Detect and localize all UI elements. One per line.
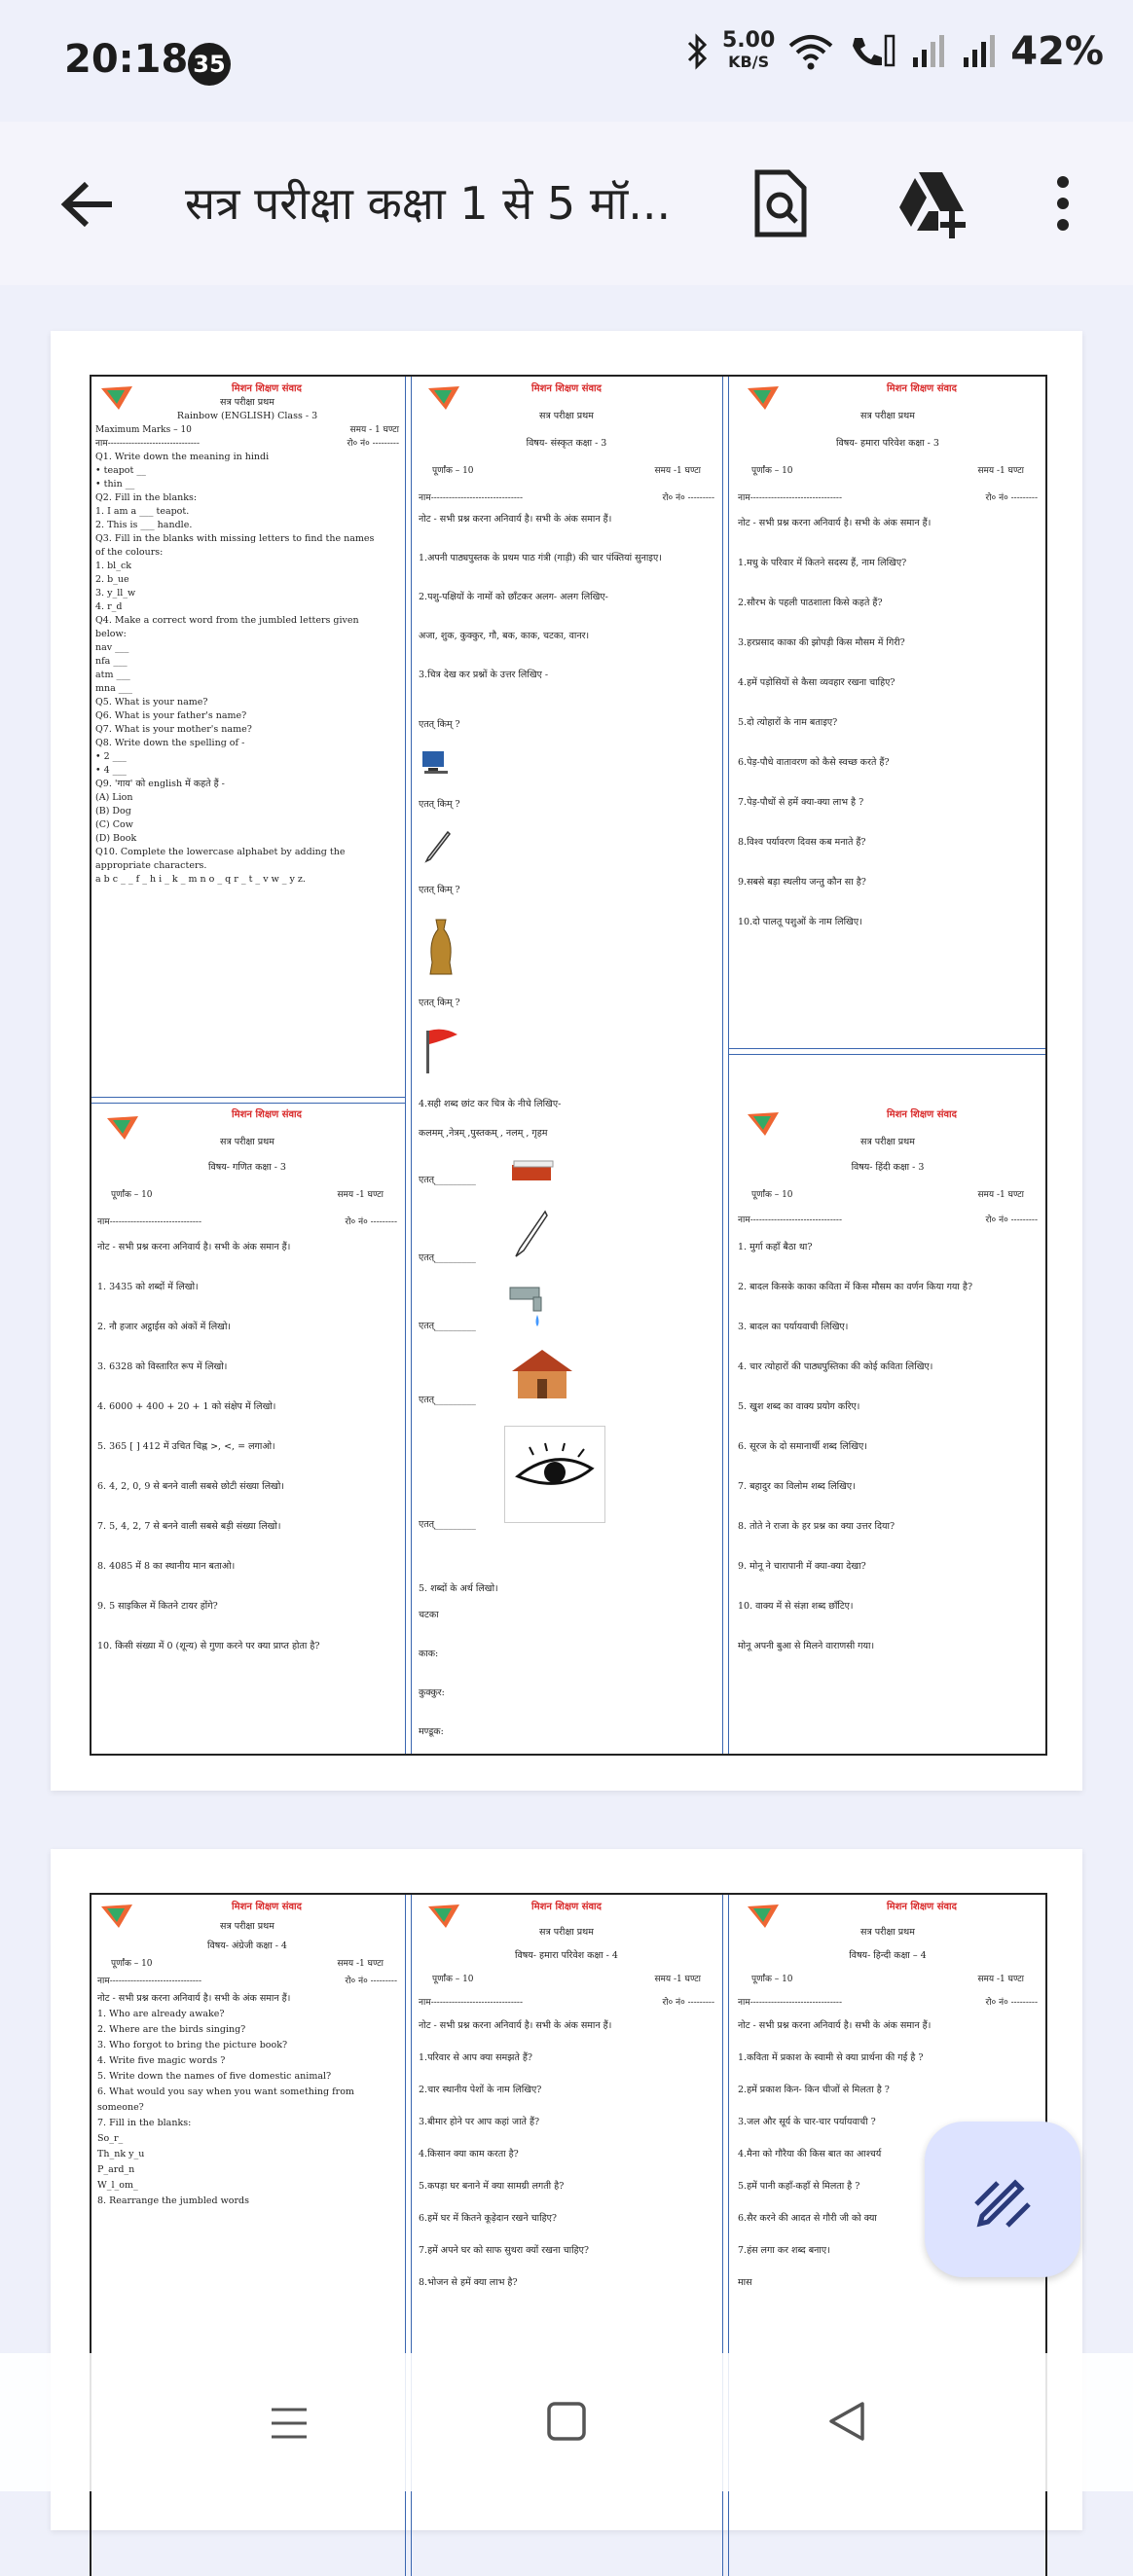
question-line: Th_nk y_u [97, 2149, 145, 2159]
signal-1-icon [909, 32, 948, 71]
max-marks: Maximum Marks – 10 [95, 425, 192, 435]
mission-logo-icon [426, 384, 461, 412]
question-line: काक: [419, 1649, 439, 1659]
question-line: 4.हमें पड़ोसियों से कैसा व्यवहार रखना चाहिए? [738, 677, 895, 688]
question-line: 5.हमें पानी कहाँ-कहाँ से मिलता है ? [738, 2181, 860, 2192]
name-field: नाम------------------------------- [97, 1977, 201, 1986]
question-line: 4. Write five magic words ? [97, 2055, 226, 2066]
mission-logo-icon [105, 1114, 140, 1142]
subject-title: विषय- संस्कृत कक्षा - 3 [526, 438, 607, 449]
question-line: Q4. Make a correct word from the jumbled letters given [95, 615, 359, 626]
exam-time: समय -1 घण्टा [337, 1190, 384, 1200]
question-line: 6. सूरज के दो समानार्थी शब्द लिखिए। [738, 1441, 867, 1452]
question-line: 1.परिवार से आप क्या समझते हैं? [419, 2052, 532, 2063]
question-list [91, 1988, 403, 2208]
exam-name: सत्र परीक्षा प्रथम [220, 1921, 274, 1932]
question-line: 1. 3435 को शब्दों में लिखो। [97, 1282, 199, 1292]
question-line: 10. वाक्य में से संज्ञा शब्द छाँटिए। [738, 1601, 854, 1612]
question-4-words: कलमम् ,नेत्रम् ,पुस्तकम् , नलम् , गृहम [419, 1128, 548, 1139]
question-4: 4.सही शब्द छांट कर चित्र के नीचे लिखिए- [419, 1099, 562, 1109]
question-line: 3. 6328 को विस्तारित रूप में लिखो। [97, 1361, 228, 1372]
roll-field: रो० नं० --------- [662, 1998, 714, 2008]
question-line: 5.कपड़ा घर बनाने में क्या सामग्री लगती है? [419, 2181, 565, 2192]
question-line: 2. बादल किसके काका कविता में किस मौसम का वर्णन किया गया है? [738, 1282, 973, 1292]
question-line: 6.पेड़-पौधे वातावरण को कैसे स्वच्छ करते हैं? [738, 757, 890, 768]
question-line: Q5. What is your name? [95, 697, 208, 707]
question-line: नोट - सभी प्रश्न करना अनिवार्य है। सभी के अंक समान हैं। [738, 2020, 932, 2031]
question-line: 4.मैना को गौरैया की किस बात का आश्चर्य [738, 2149, 882, 2159]
name-field: नाम------------------------------- [95, 439, 200, 449]
name-field: नाम------------------------------- [738, 1998, 842, 2008]
full-marks: पूर्णांक – 10 [751, 1190, 793, 1200]
book-picture-icon [510, 1159, 555, 1184]
exam-time: समय -1 घण्टा [977, 466, 1024, 476]
question-line: P_ard_n [97, 2164, 135, 2175]
brand-name: मिशन शिक्षण संवाद [232, 1109, 302, 1120]
question-line: मास [738, 2277, 752, 2288]
question-line: 4. 6000 + 400 + 20 + 1 को संक्षेप में लिखो। [97, 1401, 276, 1412]
question-line: 1.मधु के परिवार में कितने सदस्य हैं, नाम लिखिए? [738, 558, 907, 568]
nav-menu-icon[interactable] [268, 2402, 311, 2445]
question-line: नोट - सभी प्रश्न करना अनिवार्य है। सभी के अंक समान हैं। [419, 2020, 612, 2031]
question-line: 2. b_ue [95, 574, 129, 585]
mission-logo-icon [746, 1903, 781, 1930]
notification-count-badge: 35 [188, 43, 231, 86]
question-line: • thin __ [95, 479, 135, 490]
name-field: नाम------------------------------- [738, 493, 842, 503]
exam-time: समय -1 घण्टा [977, 1975, 1024, 1984]
question-line: 10.दो पालतू पशुओं के नाम लिखिए। [738, 917, 862, 927]
question-line: 3.चित्र देख कर प्रश्नों के उत्तर लिखिए - [419, 670, 549, 680]
section-divider [91, 1097, 405, 1104]
question-line: 3.जल और सूर्य के चार-चार पर्यायवाची ? [738, 2117, 876, 2127]
question-line: 9. 5 साइकिल में कितने टायर होंगे? [97, 1601, 218, 1612]
question-5: 5. शब्दों के अर्थ लिखो। [419, 1583, 498, 1594]
roll-field: रो० नं० --------- [347, 439, 399, 449]
tap-picture-icon [508, 1276, 553, 1334]
question-line: mna ___ [95, 683, 133, 694]
full-marks: पूर्णांक – 10 [111, 1959, 153, 1969]
section-divider [728, 1048, 1045, 1055]
question-line: अजा, शुक, कुक्कुर, गौ, बक, काक, चटका, वानर। [419, 631, 590, 641]
question-line: Q7. What is your mother's name? [95, 724, 252, 735]
answer-line: एतत्_________ [419, 1519, 476, 1530]
question-line: 8. तोते ने राजा के हर प्रश्न का क्या उत्तर दिया? [738, 1521, 895, 1532]
wifi-calling-icon [847, 32, 897, 71]
english-class4-section [91, 1901, 403, 2210]
question-line: मण्डूक: [419, 1726, 444, 1737]
question-line: 7. 5, 4, 2, 7 से बनने वाली सबसे बड़ी संख्या लिखो। [97, 1521, 281, 1532]
question-line: 2. This is ___ handle. [95, 520, 193, 530]
nav-back-icon[interactable] [825, 2400, 868, 2443]
brand-name: मिशन शिक्षण संवाद [232, 1902, 302, 1912]
question-line: मोनू अपनी बुआ से मिलने वाराणसी गया। [738, 1641, 875, 1651]
question-line: 7. बहादुर का विलोम शब्द लिखिए। [738, 1481, 856, 1492]
subject-title: Rainbow (ENGLISH) Class - 3 [176, 411, 318, 421]
question-line: 2.पशु-पक्षियों के नामों को छाँटकर अलग- अलग लिखिए- [419, 592, 608, 602]
question-line: nfa ___ [95, 656, 128, 667]
name-field: नाम------------------------------- [419, 1998, 523, 2008]
brand-name: मिशन शिक्षण संवाद [531, 1902, 602, 1912]
mission-logo-icon [99, 384, 134, 412]
exam-sheet-1 [90, 375, 1047, 1756]
question-line: 6. What would you say when you want something from [97, 2086, 354, 2097]
subject-title: विषय- हमारा परिवेश कक्षा - 3 [836, 438, 939, 449]
question-line: 4. चार त्योहारों की पाठ्यपुस्तिका की कोई कविता लिखिए। [738, 1361, 933, 1372]
question-line: (D) Book [95, 833, 137, 844]
question-line: 1. bl_ck [95, 561, 132, 571]
question-line: • teapot __ [95, 465, 146, 476]
brand-name: मिशन शिक्षण संवाद [232, 383, 302, 394]
picture-question: एतत् किम् ? [419, 885, 460, 895]
answer-line: एतत्_________ [419, 1252, 476, 1263]
question-line: 1.अपनी पाठ्यपुस्तक के प्रथम पाठ गंत्री (गाड़ी) की चार पंक्तियां सुनाइए। [419, 553, 662, 563]
column-divider [405, 377, 412, 1754]
edit-pen-icon [969, 2165, 1037, 2233]
question-line: नोट - सभी प्रश्न करना अनिवार्य है। सभी के अंक समान हैं। [97, 1242, 291, 1252]
question-line: (A) Lion [95, 792, 133, 803]
pen-nib-picture-icon [510, 1210, 549, 1258]
speed-unit: KB/S [728, 53, 770, 71]
app-bar [0, 122, 1133, 285]
question-line: someone? [97, 2102, 144, 2113]
wifi-icon [786, 32, 835, 71]
question-line: W_l_om_ [97, 2180, 138, 2191]
search-document-icon[interactable] [749, 168, 812, 238]
full-marks: पूर्णांक – 10 [432, 466, 474, 476]
mission-logo-icon [99, 1903, 134, 1930]
full-marks: पूर्णांक – 10 [751, 1975, 793, 1984]
exam-time: समय -1 घण्टा [977, 1190, 1024, 1200]
more-vert-icon[interactable] [1051, 168, 1075, 238]
subject-title: विषय- गणित कक्षा - 3 [208, 1162, 286, 1173]
question-line: 5.दो त्योहारों के नाम बताइए? [738, 717, 838, 728]
question-line: 7.हमें अपने घर को साफ सुथरा क्यों रखना चाहिए? [419, 2245, 589, 2256]
question-line: 3.हरप्रसाद काका की झोपड़ी किस मौसम में गिरी? [738, 637, 905, 648]
nav-home-icon[interactable] [545, 2400, 588, 2443]
question-line: atm ___ [95, 670, 130, 680]
exam-name: सत्र परीक्षा प्रथम [220, 1137, 274, 1147]
question-line: 2.हमें प्रकाश किन- किन चीजों से मिलता है ? [738, 2085, 890, 2095]
status-bar [0, 0, 1133, 122]
answer-line: एतत्_________ [419, 1395, 476, 1405]
subject-title: विषय- हिंदी कक्षा - 3 [851, 1162, 925, 1173]
question-line: 7. Fill in the blanks: [97, 2118, 192, 2128]
question-line: 9. मोनू ने चारापानी में क्या-क्या देखा? [738, 1561, 866, 1572]
speed-value: 5.00 [721, 28, 776, 53]
name-field: नाम------------------------------- [738, 1215, 842, 1225]
question-line: • 2 ___ [95, 751, 127, 762]
question-list [91, 1229, 403, 1653]
subject-title: विषय- हिन्दी कक्षा – 4 [849, 1950, 927, 1961]
question-line: 3.बीमार होने पर आप कहां जाते हैं? [419, 2117, 540, 2127]
eye-picture-icon [504, 1426, 605, 1523]
question-line: 1. Who are already awake? [97, 2009, 225, 2019]
mission-logo-icon [746, 384, 781, 412]
word-meaning-list [419, 1609, 445, 1764]
question-list [413, 505, 720, 682]
question-line: Q2. Fill in the blanks: [95, 492, 198, 503]
question-line: 8. 4085 में 8 का स्थानीय मान बताओ। [97, 1561, 236, 1572]
exam-time: समय -1 घण्टा [337, 1959, 384, 1969]
exam-name: सत्र परीक्षा प्रथम [539, 411, 594, 421]
roll-field: रो० नं० --------- [985, 1215, 1038, 1225]
question-line: नोट - सभी प्रश्न करना अनिवार्य है। सभी के अंक समान हैं। [97, 1993, 291, 2004]
evs-class3-section [732, 382, 1043, 956]
question-line: 1. मुर्गा कहाँ बैठा था? [738, 1242, 813, 1252]
mission-logo-icon [426, 1903, 461, 1930]
english-class3-section [91, 382, 403, 887]
question-line: 3. y_ll_w [95, 588, 136, 599]
hindi-class3-section [732, 1108, 1043, 1680]
brand-name: मिशन शिक्षण संवाद [887, 1902, 957, 1912]
question-line: 4.किसान क्या काम करता है? [419, 2149, 519, 2159]
question-line: नोट - सभी प्रश्न करना अनिवार्य है। सभी के अंक समान हैं। [419, 514, 612, 525]
roll-field: रो० नं० --------- [662, 493, 714, 503]
full-marks: पूर्णांक – 10 [432, 1975, 474, 1984]
question-line: 3. बादल का पर्यायवाची लिखिए। [738, 1322, 849, 1332]
full-marks: पूर्णांक – 10 [751, 466, 793, 476]
question-list [91, 451, 403, 887]
name-field: नाम------------------------------- [97, 1217, 201, 1227]
roll-field: रो० नं० --------- [985, 1998, 1038, 2008]
question-line: 4. r_d [95, 601, 123, 612]
question-line: 3. Who forgot to bring the picture book? [97, 2040, 288, 2050]
question-list [413, 2010, 720, 2290]
exam-time: समय -1 घण्टा [654, 1975, 701, 1984]
brand-name: मिशन शिक्षण संवाद [531, 383, 602, 394]
question-line: 6. 4, 2, 0, 9 से बनने वाली सबसे छोटी संख्या लिखो। [97, 1481, 284, 1492]
answer-line: एतत्_________ [419, 1321, 476, 1331]
question-line: a b c _ _ f _ h i _ k _ m n o _ q r _ t _ v w _ y z. [95, 874, 306, 885]
edit-fab-button[interactable] [925, 2122, 1080, 2277]
name-field: नाम------------------------------- [419, 493, 523, 503]
question-line: Q1. Write down the meaning in hindi [95, 452, 270, 462]
question-line: 8.विश्व पर्यावरण दिवस कब मनाते हैं? [738, 837, 866, 848]
exam-name: सत्र परीक्षा प्रथम [220, 397, 274, 408]
question-line: Q8. Write down the spelling of - [95, 738, 245, 748]
question-line: 1.कविता में प्रकाश के स्वामी से क्या प्रार्थना की गई है ? [738, 2052, 924, 2063]
drive-add-icon[interactable] [895, 168, 969, 238]
exam-time: समय - 1 घण्टा [349, 425, 399, 435]
question-line: Q6. What is your father's name? [95, 710, 247, 721]
network-speed [722, 30, 775, 73]
question-line: 1. I am a ___ teapot. [95, 506, 190, 517]
question-line: Q3. Fill in the blanks with missing letters to find the names [95, 533, 375, 544]
question-list [732, 505, 1043, 929]
picture-question: एतत् किम् ? [419, 799, 460, 810]
house-picture-icon [508, 1346, 576, 1400]
back-arrow-icon[interactable] [54, 170, 122, 238]
column-divider [722, 377, 729, 1754]
question-list [732, 1227, 1043, 1653]
question-line: चटका [419, 1610, 439, 1620]
flag-picture-icon [422, 1027, 461, 1073]
question-line: कुक्कुर: [419, 1687, 445, 1698]
exam-time: समय -1 घण्टा [654, 466, 701, 476]
pdf-page-1 [51, 331, 1082, 1791]
exam-name: सत्र परीक्षा प्रथम [860, 411, 915, 421]
question-line: 2. Where are the birds singing? [97, 2024, 246, 2035]
subject-title: विषय- अंग्रेजी कक्षा - 4 [207, 1941, 287, 1951]
question-line: 2. नौ हजार अट्ठाईस को अंकों में लिखो। [97, 1322, 232, 1332]
question-line: of the colours: [95, 547, 164, 558]
question-line: 6.हमें घर में कितने कूड़ेदान रखने चाहिए? [419, 2213, 557, 2224]
bluetooth-icon [685, 32, 711, 71]
pen-picture-icon [422, 830, 452, 863]
subject-title: विषय- हमारा परिवेश कक्षा - 4 [515, 1950, 618, 1961]
navigation-bar [0, 2353, 1133, 2491]
question-line: 9.सबसे बड़ा स्थलीय जन्तु कौन सा है? [738, 877, 866, 888]
question-line: appropriate characters. [95, 860, 207, 871]
question-line: nav ___ [95, 642, 129, 653]
exam-name: सत्र परीक्षा प्रथम [539, 1927, 594, 1938]
question-line: below: [95, 629, 127, 639]
exam-name: सत्र परीक्षा प्रथम [860, 1927, 915, 1938]
roll-field: रो० नं० --------- [345, 1977, 397, 1986]
brand-name: मिशन शिक्षण संवाद [887, 383, 957, 394]
question-line: 10. किसी संख्या में 0 (शून्य) से गुणा करने पर क्या प्राप्त होता है? [97, 1641, 320, 1651]
document-title: सत्र परीक्षा कक्षा 1 से 5 मॉ... [185, 177, 672, 230]
status-time: 20:18 [64, 37, 189, 82]
question-line: 7.हंस लगा कर शब्द बनाए। [738, 2245, 830, 2256]
vase-picture-icon [426, 918, 456, 976]
question-line: Q9. 'गाय' को english में कहते हैं - [95, 779, 225, 789]
question-line: • 4 ___ [95, 765, 127, 776]
question-line: 5. Write down the names of five domestic animal? [97, 2071, 332, 2082]
exam-name: सत्र परीक्षा प्रथम [860, 1137, 915, 1147]
question-line: So_r_ [97, 2133, 124, 2144]
question-line: 2.सौरभ के पहली पाठशाला किसे कहते हैं? [738, 598, 883, 608]
answer-line: एतत्_________ [419, 1175, 476, 1185]
question-line: Q10. Complete the lowercase alphabet by adding the [95, 847, 346, 857]
question-line: 7.पेड़-पौधों से हमें क्या-क्या लाभ है ? [738, 797, 864, 808]
maths-class3-section [91, 1108, 403, 1680]
signal-2-icon [960, 32, 999, 71]
brand-name: मिशन शिक्षण संवाद [887, 1109, 957, 1120]
picture-question: एतत् किम् ? [419, 719, 460, 730]
question-line: (B) Dog [95, 806, 131, 816]
battery-level: 42% [1010, 29, 1104, 74]
question-line: 5. खुश शब्द का वाक्य प्रयोग करिए। [738, 1401, 860, 1412]
evs-class4-section [413, 1901, 720, 2308]
computer-picture-icon [420, 749, 450, 775]
question-line: 8. Rearrange the jumbled words [97, 2195, 249, 2206]
question-line: 6.सैर करने की आदत से गौरी जी को क्या [738, 2213, 877, 2224]
roll-field: रो० नं० --------- [985, 493, 1038, 503]
picture-question: एतत् किम् ? [419, 998, 460, 1008]
roll-field: रो० नं० --------- [345, 1217, 397, 1227]
full-marks: पूर्णांक – 10 [111, 1190, 153, 1200]
mission-logo-icon [746, 1110, 781, 1138]
question-line: नोट - सभी प्रश्न करना अनिवार्य है। सभी के अंक समान हैं। [738, 518, 932, 528]
question-line: 8.भोजन से हमें क्या लाभ है? [419, 2277, 518, 2288]
question-line: 2.चार स्थानीय पेशों के नाम लिखिए? [419, 2085, 542, 2095]
question-line: 5. 365 [ ] 412 में उचित चिह्न >, <, = लगाओ। [97, 1441, 275, 1452]
question-line: (C) Cow [95, 819, 133, 830]
